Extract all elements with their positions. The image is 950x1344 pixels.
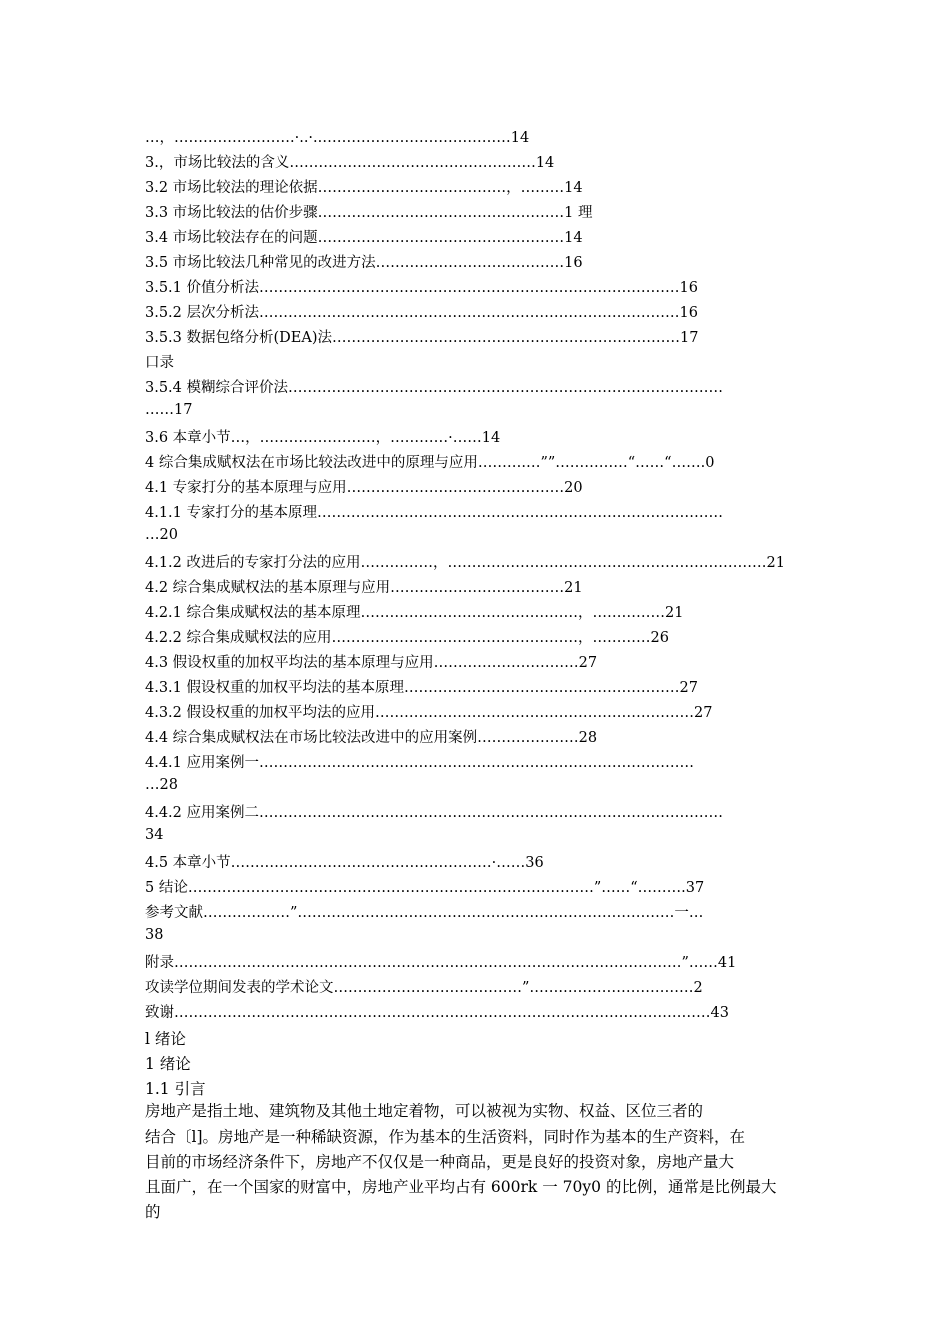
toc-entry: 3.5.3 数据包络分析(DEA)法………………………………………………………………17	[145, 330, 699, 346]
paragraph-line: 目前的市场经济条件下，房地产不仅仅是一种商品，更是良好的投资对象，房地产量大	[145, 1153, 735, 1171]
toc-entry: 3.6 本章小节…，……………………，…………·……14	[145, 430, 501, 446]
toc-entry: 3.4 市场比较法存在的问题……………………………………………14	[145, 230, 583, 246]
toc-entry: 4.1.1 专家打分的基本原理…………………………………………………………………………	[145, 505, 724, 521]
toc-entry: 5 结论…………………………………………………………………………”……“……….37	[145, 880, 705, 896]
paragraph-line: 的	[145, 1203, 161, 1221]
toc-entry: 3.5.1 价值分析法……………………………………………………………………………16	[145, 280, 698, 296]
toc-entry: 3.5.2 层次分析法……………………………………………………………………………16	[145, 305, 698, 321]
toc-entry: 3.，市场比较法的含义……………………………………………14	[145, 155, 555, 171]
paragraph-line: 结合〔l]。房地产是一种稀缺资源，作为基本的生活资料，同时作为基本的生产资料，在	[145, 1128, 746, 1146]
toc-entry: 4.2 综合集成赋权法的基本原理与应用………………………………21	[145, 580, 583, 596]
toc-entry: 攻读学位期间发表的学术论文…………………………………”…….………………………2	[145, 980, 703, 996]
toc-entry: …，…………………….·..·..…………………………………14	[145, 130, 530, 146]
toc-entry: 4 综合集成赋权法在市场比较法改进中的原理与应用……….…””……………“……“…….0	[145, 455, 715, 471]
toc-entry: 3.3 市场比较法的估价步骤……………………………………………1 理	[145, 205, 593, 221]
toc-entry: 3.2 市场比较法的理论依据…………………………………，………14	[145, 180, 583, 196]
toc-entry: 口录	[145, 355, 174, 371]
toc-entry: 4.2.1 综合集成赋权法的基本原理………………………………………，……………21	[145, 605, 684, 621]
toc-entry: 3.5.4 模糊综合评价法………………………………………………………………………………	[145, 380, 724, 396]
toc-entry: 4.3.2 假设权重的加权平均法的应用…………………………………………………………27	[145, 705, 713, 721]
toc-entry: 附录……………………………………………………………………………………………”……41	[145, 955, 737, 971]
toc-entry: 致谢…………………………………………………………………………………………………43	[145, 1005, 729, 1021]
toc-entry: ……17	[145, 402, 193, 418]
toc-entry: 4.1 专家打分的基本原理与应用………………………………………20	[145, 480, 583, 496]
toc-entry: 34	[145, 827, 164, 843]
paragraph-line: 房地产是指土地、建筑物及其他土地定着物，可以被视为实物、权益、区位三者的	[145, 1102, 704, 1120]
toc-entry: …20	[145, 527, 178, 543]
section-heading: 1.1 引言	[145, 1080, 206, 1098]
toc-entry: 参考文献………………”……………………………………………………………………一…	[145, 905, 704, 921]
toc-entry: 4.1.2 改进后的专家打分法的应用……………，…………………………………………………………21	[145, 555, 785, 571]
toc-entry: 4.4.2 应用案例二……………………………………………………………………………………	[145, 805, 724, 821]
toc-entry: 4.2.2 综合集成赋权法的应用……………………………………………，…………26	[145, 630, 669, 646]
toc-entry: 4.3.1 假设权重的加权平均法的基本原理…………………………………………………27	[145, 680, 698, 696]
toc-entry: 4.4.1 应用案例一………………………………………………………………………………	[145, 755, 695, 771]
toc-entry: 4.5 本章小节………………………………………………·……36	[145, 855, 544, 871]
toc-entry: 3.5 市场比较法几种常见的改进方法…………………………………16	[145, 255, 583, 271]
chapter-heading: 1 绪论	[145, 1055, 191, 1073]
toc-entry: 4.3 假设权重的加权平均法的基本原理与应用…………………………27	[145, 655, 598, 671]
toc-entry: 4.4 综合集成赋权法在市场比较法改进中的应用案例…………………28	[145, 730, 598, 746]
toc-entry: …28	[145, 777, 178, 793]
toc-entry: 38	[145, 927, 164, 943]
paragraph-line: 且面广，在一个国家的财富中，房地产业平均占有 600rk 一 70y0 的比例，通常是比例最大	[145, 1178, 777, 1196]
chapter-heading: l 绪论	[145, 1030, 186, 1048]
